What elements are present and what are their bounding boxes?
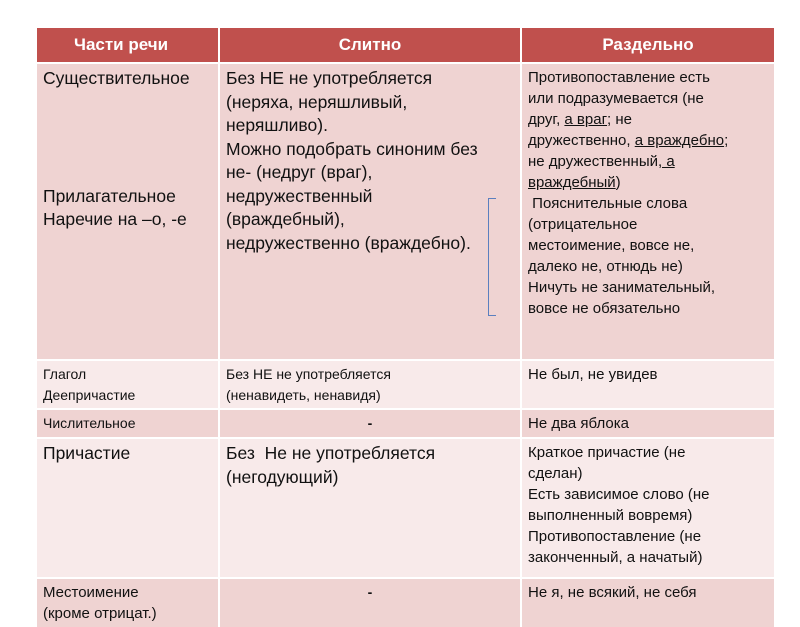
separate-line <box>528 172 768 193</box>
underlined-fragment: а враг <box>564 111 608 128</box>
table-row-participle <box>37 439 774 577</box>
separate-line <box>528 109 768 130</box>
together-cell <box>220 439 520 577</box>
header-together: Слитно <box>220 28 520 62</box>
parts-cell <box>37 64 218 359</box>
parts-cell <box>37 361 218 408</box>
underlined-fragment: , а <box>658 153 675 170</box>
text-fragment: друг, <box>528 111 565 128</box>
separate-cell: Не был, не увидев <box>522 361 774 408</box>
separate-line: (отрицательное <box>528 216 638 233</box>
separate-line: или подразумевается (не <box>528 90 704 107</box>
parts-gerund: Деепричастие <box>43 387 136 403</box>
text-fragment: дружественно, <box>528 132 635 149</box>
parts-numeral: Числительное <box>37 410 218 437</box>
parts-noun: Существительное <box>43 68 190 88</box>
parts-participle: Причастие <box>37 439 218 577</box>
separate-line: Противопоставление есть <box>528 69 710 86</box>
parts-cell <box>37 579 218 627</box>
table-row-noun-adjective-adverb <box>37 64 774 359</box>
separate-line <box>528 130 768 151</box>
together-line: недружественный <box>226 185 373 206</box>
bracket-mark <box>488 198 496 316</box>
together-line: неряшливо). <box>226 115 328 135</box>
separate-line: сделан) <box>528 465 583 482</box>
underlined-fragment: враждебный <box>528 174 616 191</box>
together-line: (неряха, неряшливый, <box>226 91 408 112</box>
together-cell <box>220 64 520 359</box>
table-row-verb-gerund <box>37 361 774 408</box>
separate-line: вовсе не обязательно <box>528 300 681 317</box>
parts-adjective: Прилагательное <box>43 185 176 206</box>
parts-adverb: Наречие на –о, -е <box>43 209 187 229</box>
together-cell <box>220 361 520 408</box>
parts-pronoun-note: (кроме отрицат.) <box>43 605 157 622</box>
separate-line: Ничуть не занимательный, <box>528 279 716 296</box>
parts-verb: Глагол <box>43 366 87 382</box>
header-parts-of-speech: Части речи <box>37 28 218 62</box>
separate-line: далеко не, отнюдь не) <box>528 258 683 275</box>
separate-line: Краткое причастие (не <box>528 444 686 461</box>
header-separate: Раздельно <box>522 28 774 62</box>
separate-line: законченный, а начатый) <box>528 549 703 566</box>
separate-cell <box>522 439 774 577</box>
together-line: (негодующий) <box>226 466 339 487</box>
together-line: не- (недруг (враг), <box>226 162 373 182</box>
separate-cell: Не два яблока <box>522 410 774 437</box>
separate-line: Пояснительные слова <box>528 195 688 212</box>
table-row-pronoun <box>37 579 774 627</box>
text-fragment: ) <box>615 174 621 191</box>
together-line: Без НЕ не употребляется <box>226 68 433 88</box>
together-line: (ненавидеть, ненавидя) <box>226 387 381 403</box>
together-line: недружественно (враждебно). <box>226 232 471 253</box>
separate-line: местоимение, вовсе не, <box>528 237 695 254</box>
separate-cell <box>522 64 774 359</box>
text-fragment: не дружественный <box>528 153 659 170</box>
together-line: Можно подобрать синоним без <box>226 138 478 159</box>
separate-line: выполненный вовремя) <box>528 507 693 524</box>
table-row-numeral <box>37 410 774 437</box>
together-dash: - <box>220 579 520 627</box>
parts-pronoun: Местоимение <box>43 584 139 601</box>
separate-line: Есть зависимое слово (не <box>528 486 710 503</box>
separate-line <box>528 151 768 172</box>
underlined-fragment: а враждебно <box>634 132 725 149</box>
separate-line: Противопоставление (не <box>528 528 702 545</box>
spelling-rules-table <box>37 28 774 622</box>
together-line: Без Не не употребляется <box>226 443 436 463</box>
separate-cell: Не я, не всякий, не себя <box>522 579 774 627</box>
together-line: (враждебный), <box>226 209 345 229</box>
text-fragment: ; не <box>607 111 633 128</box>
text-fragment: ; <box>724 132 729 149</box>
together-dash: - <box>220 410 520 437</box>
together-line: Без НЕ не употребляется <box>226 366 391 382</box>
table-header-row <box>37 28 774 62</box>
